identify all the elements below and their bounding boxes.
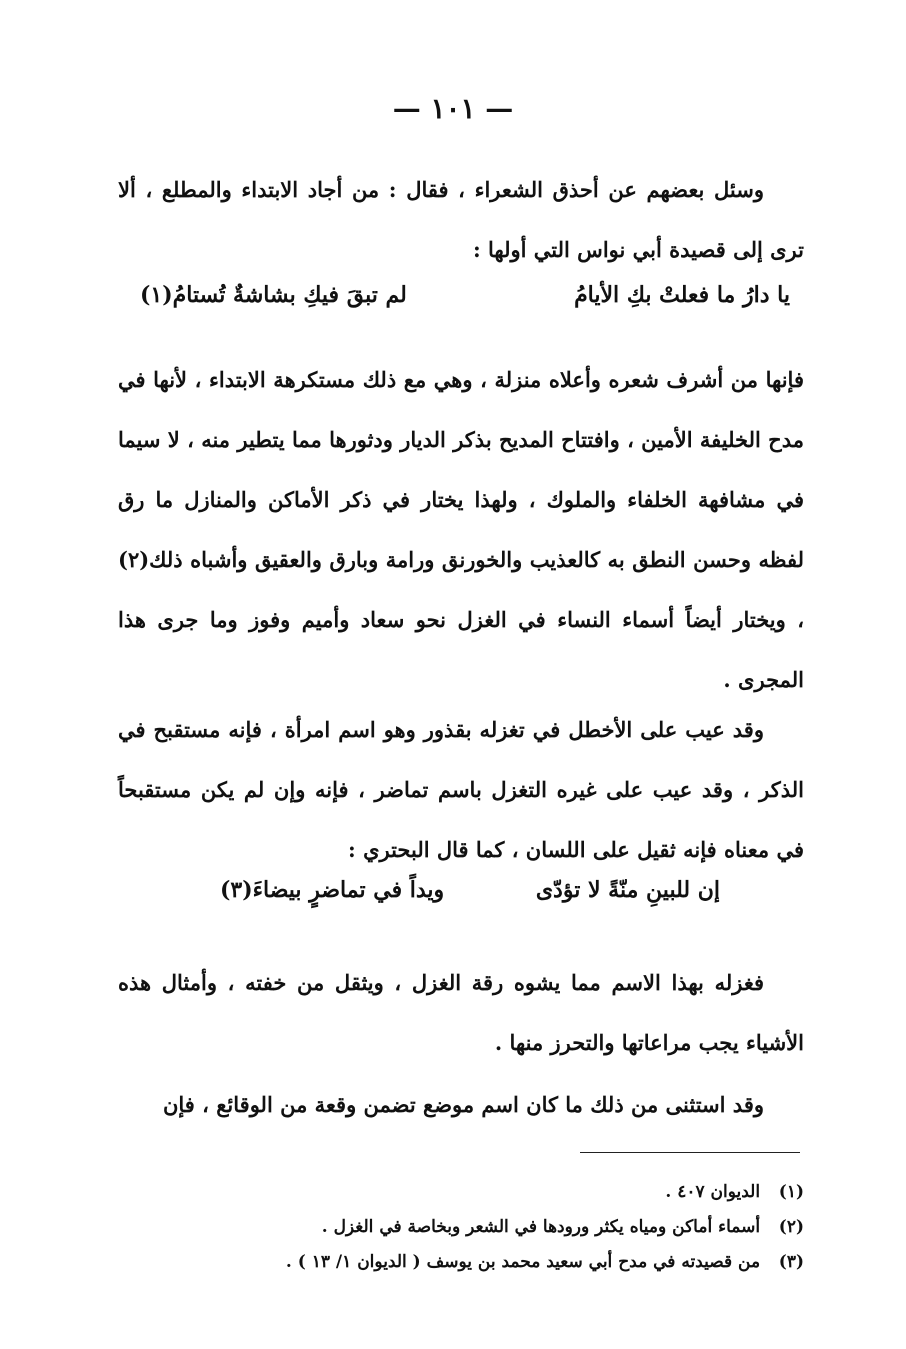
verse-second-hemistich: لم تبقَ فيكِ بشاشةٌ تُستامُ(١) (140, 282, 407, 308)
verse-first-hemistich: إن للبينِ منّةً لا تؤدّى (535, 877, 720, 903)
footnote-separator (580, 1152, 800, 1153)
verse-line (140, 282, 790, 322)
footnote (140, 1245, 804, 1280)
footnote-marker: (٢) (778, 1217, 804, 1237)
footnote-text: أسماء أماكن ومياه يكثر ورودها في الشعر وبخاصة في الغزل . (321, 1217, 761, 1237)
footnotes (140, 1175, 804, 1280)
footnote (140, 1175, 804, 1210)
paragraph: فإنها من أشرف شعره وأعلاه منزلة ، وهي مع ذلك مستكرهة الابتداء ، لأنها في مدح الخليفة الأمين ، وافتتاح المديح بذكر الديار ودثورها مما يتطير منه ، لا سيما في مشافهة الخلفاء والملوك ، ولهذا يختار في ذكر الأماكن والمنازل ما رق لفظه وحسن النطق به كالعذيب والخورنق ورامة وبارق والعقيق وأشباه ذلك(٢) ، ويختار أيضاً أسماء النساء في الغزل نحو سعاد وأميم وفوز وما جرى هذا المجرى . (118, 367, 804, 692)
verse-first-hemistich: يا دارُ ما فعلتْ بكِ الأيامُ (574, 282, 790, 308)
paragraph: وقد عيب على الأخطل في تغزله بقذور وهو اسم امرأة ، فإنه مستقبح في الذكر ، وقد عيب على غيره التغزل باسم تماضر ، فإنه وإن لم يكن مستقبحاً في معناه فإنه ثقيل على اللسان ، كما قال البحتري : (118, 717, 804, 862)
paragraph: وقد استثنى من ذلك ما كان اسم موضع تضمن وقعة من الوقائع ، فإن (162, 1092, 764, 1117)
page-number: — ١٠١ — (392, 92, 514, 125)
verse-line (220, 877, 720, 917)
footnote (140, 1210, 804, 1245)
footnote-marker: (١) (778, 1182, 804, 1202)
footnote-text: الديوان ٤٠٧ . (665, 1182, 761, 1202)
footnote-text: من قصيدته في مدح أبي سعيد محمد بن يوسف ( الديوان ١/ ١٣ ) . (285, 1252, 761, 1272)
paragraph: وسئل بعضهم عن أحذق الشعراء ، فقال : من أجاد الابتداء والمطلع ، ألا ترى إلى قصيدة أبي نواس التي أولها : (118, 177, 804, 262)
footnote-marker: (٣) (778, 1252, 804, 1272)
paragraph: فغزله بهذا الاسم مما يشوه رقة الغزل ، ويثقل من خفته ، وأمثال هذه الأشياء يجب مراعاتها والتحرز منها . (118, 970, 804, 1055)
verse-second-hemistich: ويداً في تماضرٍ بيضاءَ(٣) (220, 877, 445, 903)
